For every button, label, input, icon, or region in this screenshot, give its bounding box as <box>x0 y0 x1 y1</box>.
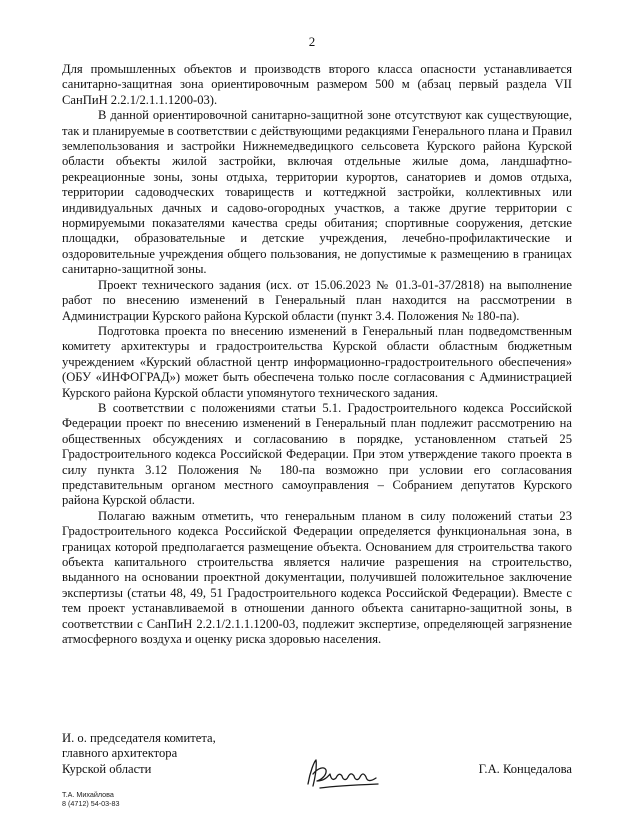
paragraph-zone-restrictions: В данной ориентировочной санитарно-защитной зоне отсутствуют как существующие, так и планируемые в соответствии с действующими редакциями Генерального плана и Правил землепользования и застройки Нижнемедведицкого сельсовета Курского района Курской области объекты жилой застройки, включая отдельные жилые дома, ландшафтно-рекреационные зоны, зоны отдыха, территории курортов, санаториев и домов отдыха, территории садоводческих товариществ и коттеджной застройки, коллективных или индивидуальных дачных и садово-огородных участков, а также другие территории с нормируемыми показателями качества среды обитания; спортивные сооружения, детские площадки, образовательные и детские учреждения, лечебно-профилактические и оздоровительные учреждения общего пользования, не допустимые к размещению в границах санитарно-защитной зоны. <box>62 108 572 277</box>
letter-body <box>62 62 572 647</box>
signatory-title-line: Курской области <box>62 761 152 776</box>
executor-phone: 8 (4712) 54-03-83 <box>62 799 120 808</box>
paragraph-sanitary-zone-size: Для промышленных объектов и производств второго класса опасности устанавливается санитарно-защитная зона ориентировочным размером 500 м (абзац первый раздела VII СанПиН 2.2.1/2.1.1.1200-03). <box>62 62 572 107</box>
paragraph-technical-task: Проект технического задания (исх. от 15.06.2023 № 01.3-01-37/2818) на выполнение работ по внесению изменений в Генеральный план находится на рассмотрении в Администрации Курского района Курской области (пункт 3.4. Положения № 180-па). <box>62 277 572 323</box>
signatory-title <box>62 731 216 777</box>
page-number: 2 <box>308 34 316 49</box>
executor-name: Т.А. Михайлова <box>62 790 114 799</box>
executor-info <box>62 790 120 808</box>
paragraph-project-preparation: Подготовка проекта по внесению изменений в Генеральный план подведомственным комитету архитектуры и градостроительства Курской области областным бюджетным учреждением «Курский областной центр информационно-градостроительного обеспечения» (ОБУ «ИНФОГРАД») может быть обеспечена только после согласования с Администрацией Курского района Курской области упомянутого технического задания. <box>62 323 572 400</box>
signatory-name: Г.А. Концедалова <box>478 762 572 776</box>
signatory-title-line: главного архитектора <box>62 746 178 761</box>
signatory-title-line: И. о. председателя комитета, <box>62 731 216 745</box>
paragraph-functional-zone: Полагаю важным отметить, что генеральным планом в силу положений статьи 23 Градостроительного кодекса Российской Федерации определяется функциональная зона, в границах которой предполагается размещение объекта. Основанием для строительства такого объекта капитального строительства является наличие разрешения на строительство, выданного на основании проектной документации, получившей положительное заключение экспертизы (статьи 48, 49, 51 Градостроительного кодекса Российской Федерации). Вместе с тем проект устанавливаемой в отношении данного объекта санитарно-защитной зоны, в соответствии с СанПиН 2.2.1/2.1.1.1200-03, подлежит экспертизе, определяющей загрязнение атмосферного воздуха и оценку риска здоровью населения. <box>62 508 572 647</box>
handwritten-signature <box>300 754 390 794</box>
paragraph-public-discussion: В соответствии с положениями статьи 5.1. Градостроительного кодекса Российской Федерации проект по внесению изменений в Генеральный план подлежит рассмотрению на общественных обсуждениях и согласованию в порядке, установленном статьей 25 Градостроительного кодекса Российской Федерации. При этом утверждение такого проекта в силу пункта 3.12 Положения № 180-па возможно при условии его согласования представительным органом местного самоуправления – Собранием депутатов Курского района Курской области. <box>62 400 572 508</box>
